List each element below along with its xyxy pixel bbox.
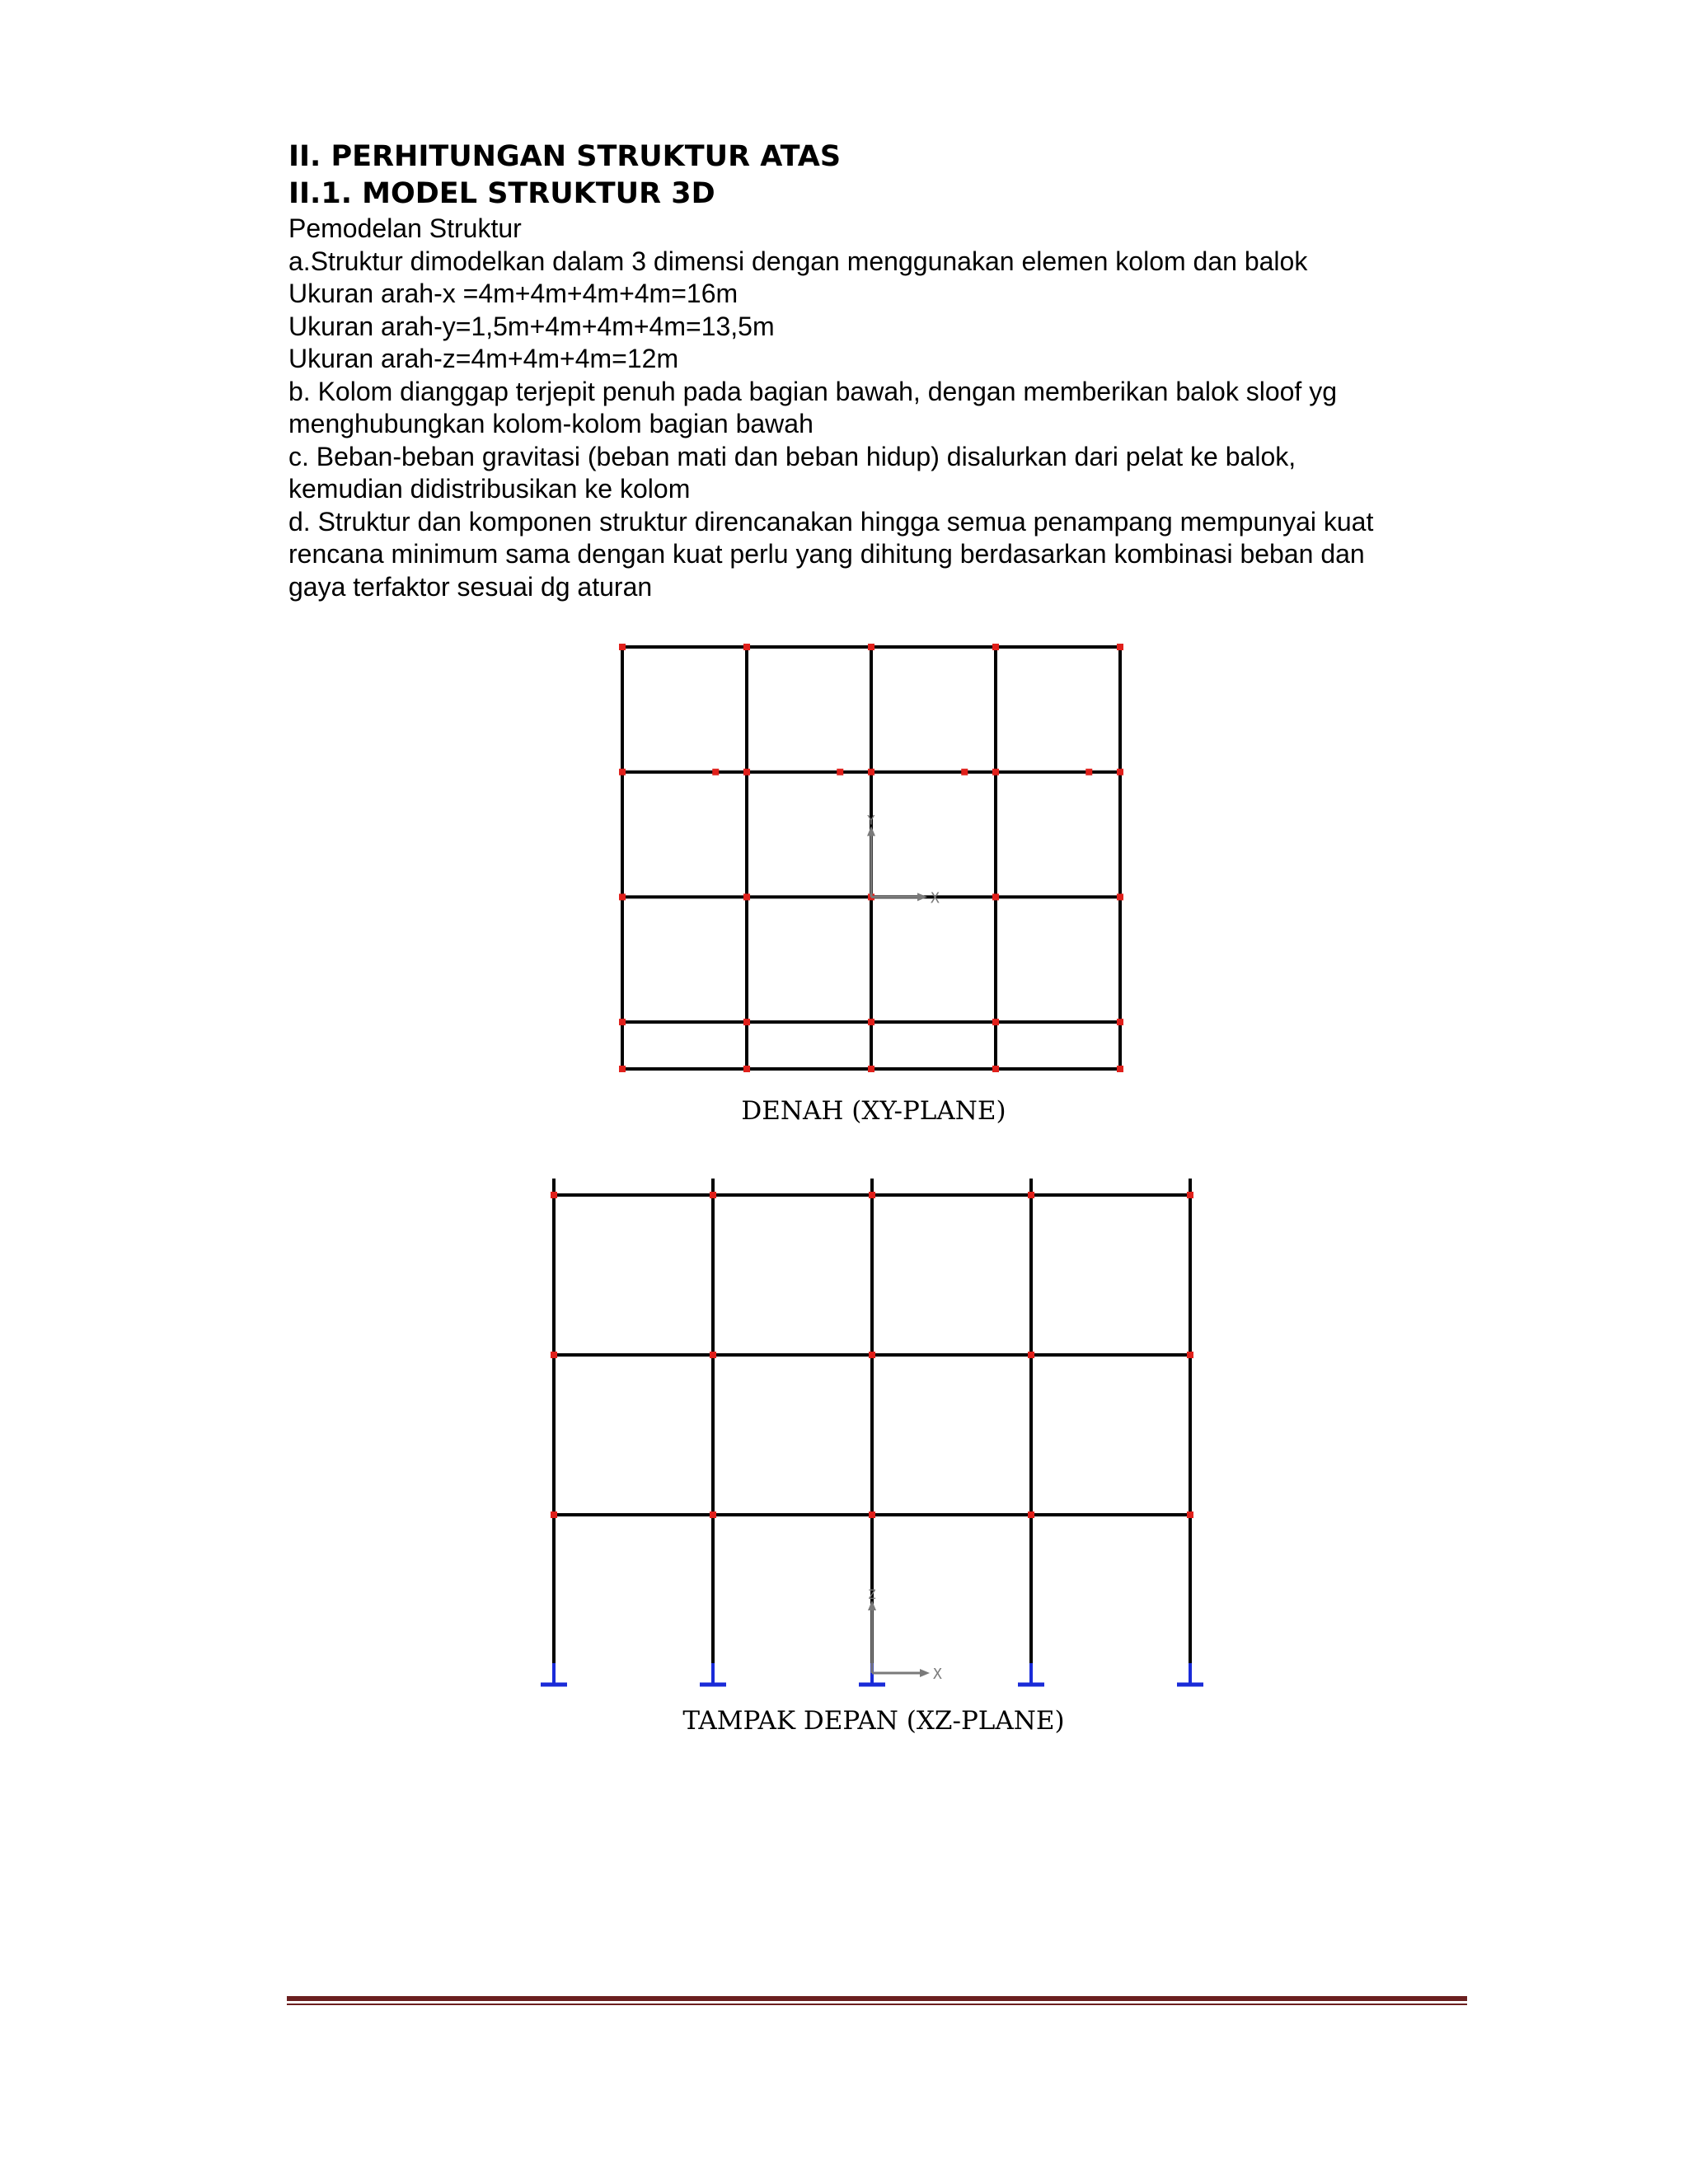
elev-node: [1028, 1511, 1034, 1518]
plan-axis-y-label: Y: [867, 812, 875, 828]
plan-node: [1117, 769, 1123, 776]
plan-node: [743, 1019, 750, 1025]
plan-node: [619, 893, 626, 900]
body-line: menghubungkan kolom-kolom bagian bawah: [288, 409, 814, 438]
plan-node: [1117, 1019, 1123, 1025]
plan-node: [743, 893, 750, 900]
footer-rule: [287, 1996, 1467, 2001]
elev-node: [869, 1352, 875, 1358]
plan-node: [992, 893, 999, 900]
plan-node: [743, 769, 750, 776]
plan-node: [619, 1066, 626, 1072]
elev-axis-z-label: Z: [868, 1586, 876, 1602]
plan-node: [743, 1066, 750, 1072]
plan-node: [743, 644, 750, 650]
elev-axis-x-label: X: [933, 1666, 942, 1683]
plan-node: [619, 769, 626, 776]
plan-node: [619, 1019, 626, 1025]
plan-node: [1085, 769, 1092, 776]
elev-node: [551, 1352, 557, 1358]
plan-node: [712, 769, 719, 776]
plan-node: [619, 644, 626, 650]
plan-caption: DENAH (XY-PLANE): [741, 1096, 1006, 1126]
plan-node: [992, 644, 999, 650]
plan-node: [992, 1066, 999, 1072]
footer-rule-thin: [287, 2004, 1467, 2005]
body-line: rencana minimum sama dengan kuat perlu yang dihitung berdasarkan kombinasi beban dan: [288, 539, 1365, 569]
body-line: Pemodelan Struktur: [288, 213, 522, 243]
body-line: c. Beban-beban gravitasi (beban mati dan beban hidup) disalurkan dari pelat ke balok,: [288, 441, 1296, 471]
plan-node: [1117, 644, 1123, 650]
elev-node: [551, 1192, 557, 1198]
plan-node: [961, 769, 968, 776]
body-line: kemudian didistribusikan ke kolom: [288, 474, 691, 504]
elev-axis-x-arrow: [920, 1669, 930, 1677]
plan-axis-x-arrow: [917, 893, 927, 901]
elevation-caption: TAMPAK DEPAN (XZ-PLANE): [682, 1706, 1065, 1736]
elev-node: [1187, 1511, 1193, 1518]
plan-node: [992, 769, 999, 776]
elevation-figure: [528, 1179, 1220, 1706]
elev-node: [869, 1511, 875, 1518]
body-line: gaya terfaktor sesuai dg aturan: [288, 571, 653, 602]
plan-node: [868, 1019, 874, 1025]
elev-node: [710, 1352, 716, 1358]
plan-figure: [610, 635, 1137, 1088]
section-heading: II. PERHITUNGAN STRUKTUR ATAS: [288, 140, 842, 173]
plan-node: [868, 769, 874, 776]
body-line: Ukuran arah-x =4m+4m+4m+4m=16m: [288, 279, 738, 308]
plan-node: [868, 644, 874, 650]
plan-frame-diagram: [610, 635, 1137, 1088]
elev-node: [869, 1192, 875, 1198]
plan-axis-x-label: X: [931, 889, 940, 907]
elev-node: [710, 1192, 716, 1198]
elev-node: [1187, 1352, 1193, 1358]
elev-node: [551, 1511, 557, 1518]
text-block: [288, 138, 1475, 603]
elev-node: [710, 1511, 716, 1518]
plan-node: [1117, 893, 1123, 900]
body-line: Ukuran arah-z=4m+4m+4m=12m: [288, 344, 679, 373]
plan-node: [992, 1019, 999, 1025]
body-line: d. Struktur dan komponen struktur direncanakan hingga semua penampang mempunyai kuat: [288, 506, 1374, 537]
plan-node: [868, 1066, 874, 1072]
body-line: b. Kolom dianggap terjepit penuh pada bagian bawah, dengan memberikan balok sloof yg: [288, 376, 1337, 406]
plan-node: [837, 769, 843, 776]
subsection-heading: II.1. MODEL STRUKTUR 3D: [288, 177, 715, 210]
plan-node: [1117, 1066, 1123, 1072]
body-line: a.Struktur dimodelkan dalam 3 dimensi dengan menggunakan elemen kolom dan balok: [288, 246, 1308, 276]
elev-node: [1187, 1192, 1193, 1198]
body-line: Ukuran arah-y=1,5m+4m+4m+4m=13,5m: [288, 311, 775, 341]
elev-node: [1028, 1192, 1034, 1198]
elev-node: [1028, 1352, 1034, 1358]
elevation-frame-diagram: [528, 1179, 1220, 1706]
